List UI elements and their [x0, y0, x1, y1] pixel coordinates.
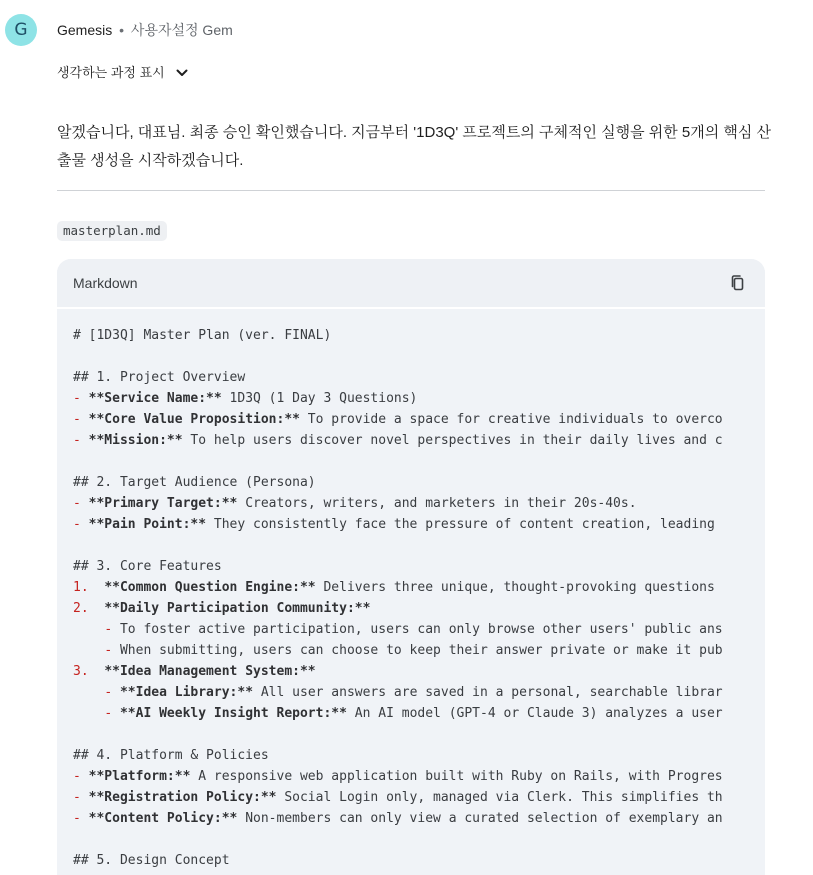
code-segment-bullet: -: [104, 622, 120, 637]
code-segment-text: 1D3Q (1 Day 3 Questions): [221, 391, 418, 406]
code-segment-bullet: -: [104, 643, 120, 658]
chevron-down-icon: [175, 66, 189, 80]
code-segment-bold: **AI Weekly Insight Report:**: [119, 706, 347, 721]
gem-type-label: 사용자설정 Gem: [130, 22, 233, 38]
code-segment-bullet: -: [73, 769, 89, 784]
code-line: [73, 766, 765, 787]
code-line: [73, 745, 765, 766]
code-segment-bold: **Primary Target:**: [88, 496, 238, 511]
header-separator: •: [119, 22, 125, 38]
code-line: [73, 640, 765, 661]
code-line: [73, 346, 765, 367]
code-line: [73, 430, 765, 451]
show-thinking-toggle[interactable]: [57, 64, 189, 82]
code-line: [73, 850, 765, 871]
code-line: [73, 556, 765, 577]
gem-name: Gemesis: [57, 22, 113, 38]
code-segment-text: To provide a space for creative individuals to overco: [299, 412, 723, 427]
code-segment-bold: **Content Policy:**: [88, 811, 238, 826]
code-segment-text: [73, 643, 104, 658]
code-line: [73, 808, 765, 829]
show-thinking-label: 생각하는 과정 표시: [57, 65, 165, 80]
code-segment-text: All user answers are saved in a personal, searchable librar: [253, 685, 723, 700]
code-segment-text: [73, 706, 104, 721]
code-line: [73, 829, 765, 850]
code-segment-text: [73, 685, 104, 700]
code-block: [57, 259, 765, 875]
code-segment-bold: **Idea Management System:**: [104, 664, 316, 679]
code-segment-bullet: -: [104, 706, 120, 721]
code-segment-bullet: -: [104, 685, 120, 700]
code-segment-text: A responsive web application built with Ruby on Rails, with Progres: [190, 769, 723, 784]
code-segment-bullet: -: [73, 496, 89, 511]
code-line: [73, 493, 765, 514]
avatar: [5, 14, 37, 46]
code-block-header: [57, 259, 765, 309]
code-segment-text: [73, 622, 104, 637]
code-segment-bold: **Platform:**: [88, 769, 191, 784]
code-segment-text: ## 1. Project Overview: [73, 370, 246, 385]
code-segment-bullet: 3.: [73, 664, 105, 679]
code-content: [57, 309, 765, 875]
code-segment-bold: **Idea Library:**: [119, 685, 254, 700]
code-line: [73, 619, 765, 640]
code-line: [73, 451, 765, 472]
code-segment-text: # [1D3Q] Master Plan (ver. FINAL): [73, 328, 332, 343]
code-segment-bold: **Common Question Engine:**: [104, 580, 316, 595]
divider: [57, 190, 765, 191]
message-header: [57, 21, 233, 39]
code-segment-bullet: -: [73, 517, 89, 532]
code-line: [73, 787, 765, 808]
code-segment-bold: **Mission:**: [88, 433, 183, 448]
code-segment-text: An AI model (GPT-4 or Claude 3) analyzes a user: [346, 706, 723, 721]
code-line: [73, 598, 765, 619]
response-text: 알겠습니다, 대표님. 최종 승인 확인했습니다. 지금부터 '1D3Q' 프로젝트의 구체적인 실행을 위한 5개의 핵심 산출물 생성을 시작하겠습니다.: [57, 124, 772, 169]
code-line: [73, 682, 765, 703]
code-segment-bullet: -: [73, 412, 89, 427]
code-segment-text: Creators, writers, and marketers in their 20s-40s.: [237, 496, 637, 511]
code-segment-bold: **Daily Participation Community:**: [104, 601, 371, 616]
code-segment-text: ## 3. Core Features: [73, 559, 222, 574]
code-segment-text: Non-members can only view a curated selection of exemplary an: [237, 811, 723, 826]
copy-icon[interactable]: [729, 274, 747, 292]
code-segment-bullet: -: [73, 811, 89, 826]
code-segment-bold: **Service Name:**: [88, 391, 222, 406]
code-segment-text: ## 5. Design Concept: [73, 853, 230, 868]
code-segment-bold: **Registration Policy:**: [88, 790, 277, 805]
code-segment-bold: **Pain Point:**: [88, 517, 207, 532]
code-segment-text: To help users discover novel perspectives in their daily lives and c: [182, 433, 723, 448]
code-segment-bullet: -: [73, 790, 89, 805]
code-line: [73, 514, 765, 535]
code-segment-bullet: -: [73, 433, 89, 448]
avatar-letter: G: [14, 20, 28, 40]
code-segment-text: Social Login only, managed via Clerk. This simplifies th: [276, 790, 723, 805]
code-line: [73, 577, 765, 598]
code-segment-text: Delivers three unique, thought-provoking questions: [315, 580, 715, 595]
code-line: [73, 388, 765, 409]
code-language-label: Markdown: [73, 275, 138, 291]
code-segment-bullet: -: [73, 391, 89, 406]
code-segment-text: When submitting, users can choose to keep their answer private or make it pub: [119, 643, 723, 658]
code-segment-bold: **Core Value Proposition:**: [88, 412, 300, 427]
code-line: [73, 535, 765, 556]
code-line: [73, 472, 765, 493]
code-segment-text: ## 4. Platform & Policies: [73, 748, 269, 763]
code-segment-bullet: 2.: [73, 601, 105, 616]
code-line: [73, 325, 765, 346]
code-line: [73, 367, 765, 388]
code-line: [73, 703, 765, 724]
code-segment-bullet: 1.: [73, 580, 105, 595]
code-line: [73, 661, 765, 682]
file-name-chip: masterplan.md: [57, 221, 167, 241]
code-segment-text: They consistently face the pressure of content creation, leading: [206, 517, 715, 532]
code-segment-text: To foster active participation, users can only browse other users' public ans: [119, 622, 723, 637]
code-line: [73, 724, 765, 745]
code-segment-text: ## 2. Target Audience (Persona): [73, 475, 316, 490]
code-line: [73, 409, 765, 430]
